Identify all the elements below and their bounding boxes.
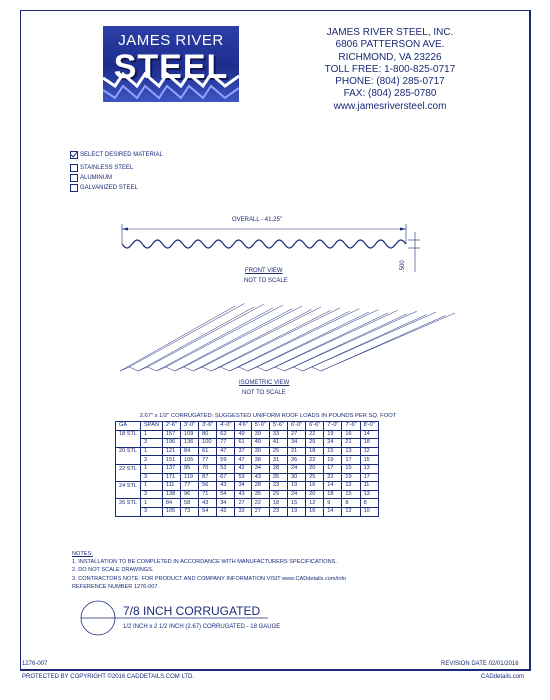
table-cell: 16 (342, 430, 360, 439)
note-item: REFERENCE NUMBER 1276-007. (72, 583, 160, 590)
table-cell: 171 (162, 473, 180, 482)
table-cell: 3 (141, 473, 163, 482)
table-cell: 15 (342, 490, 360, 499)
table-cell: 29 (269, 490, 287, 499)
table-cell: 20 STL (116, 447, 141, 456)
note-item: 3. CONTRACTORS NOTE: FOR PRODUCT AND COMPANY INFORMATION VISIT www.CADdetails.com/info (72, 575, 347, 582)
notes-block (72, 550, 346, 591)
table-cell: 43 (217, 482, 235, 491)
material-prompt-label: SELECT DESIRED MATERIAL (80, 152, 163, 158)
table-cell: 15 (324, 447, 342, 456)
table-cell: 49 (251, 439, 269, 448)
table-cell: 27 (288, 430, 306, 439)
table-cell: 22 STL (116, 464, 141, 473)
table-cell: 26 (288, 456, 306, 465)
table-cell: 15 (360, 456, 378, 465)
table-header-cell: 7'-0" (324, 422, 342, 431)
table-cell: 1 (141, 499, 163, 508)
table-cell: 38 (251, 456, 269, 465)
table-cell: 70 (199, 464, 217, 473)
table-cell: 17 (360, 473, 378, 482)
table-cell: 61 (199, 447, 217, 456)
table-cell: 34 (251, 464, 269, 473)
table-cell: 3 (141, 456, 163, 465)
table-cell: 77 (199, 456, 217, 465)
table-cell: 67 (217, 473, 235, 482)
company-address-2: RICHMOND, VA 23226 (338, 51, 442, 63)
table-cell: 19 (288, 507, 306, 516)
table-cell: 34 (217, 499, 235, 508)
table-cell: 28 (251, 482, 269, 491)
table-cell: 14 (324, 482, 342, 491)
table-header-cell: 3'-6" (199, 422, 217, 431)
table-cell: 1 (141, 430, 163, 439)
material-option-label: GALVANIZED STEEL (80, 185, 138, 191)
company-info (300, 27, 480, 113)
load-table (115, 421, 379, 517)
copyright-notice: PROTECTED BY COPYRIGHT ©2016 CADDETAILS.COM LTD. (22, 674, 195, 680)
table-cell: 49 (235, 430, 251, 439)
table-row (116, 482, 379, 491)
revision-date: REVISION DATE 02/01/2016 (441, 661, 519, 667)
table-cell: 21 (288, 447, 306, 456)
table-cell: 22 (324, 473, 342, 482)
table-cell: 24 STL (116, 482, 141, 491)
table-cell: 47 (235, 456, 251, 465)
table-cell: 53 (217, 464, 235, 473)
table-cell: 11 (360, 482, 378, 491)
table-cell: 3 (141, 439, 163, 448)
table-cell: 1 (141, 447, 163, 456)
material-option-label: STAINLESS STEEL (80, 165, 134, 171)
table-cell: 16 (306, 507, 324, 516)
company-website[interactable]: www.jamesriversteel.com (333, 100, 447, 112)
table-header-cell: 5'-6" (269, 422, 287, 431)
table-cell: 18 (306, 447, 324, 456)
table-cell: 23 (269, 482, 287, 491)
table-cell: 3 (141, 507, 163, 516)
isometric-view-scale: NOT TO SCALE (242, 390, 286, 396)
table-cell: 23 (269, 507, 287, 516)
table-row (116, 447, 379, 456)
table-cell: 22 (251, 499, 269, 508)
table-cell: 24 (288, 464, 306, 473)
table-cell: 53 (235, 473, 251, 482)
table-cell: 119 (181, 473, 199, 482)
table-cell: 29 (306, 439, 324, 448)
table-cell: 100 (199, 439, 217, 448)
caddetails-link[interactable]: CADdetails.com (481, 674, 525, 680)
table-cell: 25 (306, 473, 324, 482)
table-cell (116, 439, 141, 448)
table-row (116, 507, 379, 516)
table-cell: 151 (162, 456, 180, 465)
isometric-view-caption: ISOMETRIC VIEW (239, 380, 290, 386)
table-cell: 19 (288, 482, 306, 491)
table-row (116, 456, 379, 465)
table-header-cell: 3'-0" (181, 422, 199, 431)
logo-line-1: JAMES RIVER (118, 32, 224, 49)
table-cell: 18 (324, 490, 342, 499)
table-row (116, 490, 379, 499)
table-cell: 111 (162, 482, 180, 491)
table-cell: 19 (324, 456, 342, 465)
checkbox-icon[interactable] (70, 174, 78, 182)
material-option-aluminum[interactable] (70, 173, 163, 183)
table-cell: 13 (342, 447, 360, 456)
table-cell: 28 (269, 464, 287, 473)
table-cell: 196 (162, 439, 180, 448)
table-cell (116, 490, 141, 499)
table-cell: 17 (342, 456, 360, 465)
drawing-title: 7/8 INCH CORRUGATED (123, 604, 261, 618)
table-cell (116, 473, 141, 482)
table-cell: 42 (217, 507, 235, 516)
notes-heading: NOTES: (72, 551, 93, 557)
table-cell: 17 (324, 464, 342, 473)
table-cell: 37 (235, 447, 251, 456)
table-cell: 34 (288, 439, 306, 448)
table-cell: 30 (288, 473, 306, 482)
table-row (116, 430, 379, 439)
table-cell: 43 (251, 473, 269, 482)
checkbox-checked-icon[interactable] (70, 151, 78, 159)
table-cell: 3 (141, 490, 163, 499)
table-cell: 59 (217, 456, 235, 465)
table-cell: 87 (199, 473, 217, 482)
table-cell: 136 (181, 439, 199, 448)
logo-line-2: STEEL (113, 48, 229, 86)
table-cell: 42 (235, 464, 251, 473)
note-item: 2. DO NOT SCALE DRAWINGS. (72, 567, 154, 574)
table-cell: 14 (360, 430, 378, 439)
table-header-cell: 2'-6" (162, 422, 180, 431)
table-header-cell: 6'-0" (288, 422, 306, 431)
company-phone: PHONE: (804) 285-0717 (335, 76, 445, 88)
table-cell: 12 (342, 507, 360, 516)
table-cell: 22 (306, 456, 324, 465)
table-cell (116, 507, 141, 516)
checkbox-icon[interactable] (70, 184, 78, 192)
table-cell: 15 (288, 499, 306, 508)
table-cell: 16 (306, 482, 324, 491)
table-cell (116, 456, 141, 465)
table-cell: 24 (288, 490, 306, 499)
material-option-label: ALUMINUM (80, 175, 113, 181)
table-cell: 18 (360, 439, 378, 448)
table-cell: 21 (342, 439, 360, 448)
overall-dimension-label: OVERALL - 41.25" (232, 217, 282, 223)
company-address-1: 6806 PATTERSON AVE. (335, 39, 445, 51)
table-cell: 138 (162, 490, 180, 499)
table-cell: 24 (324, 439, 342, 448)
table-cell: 71 (199, 490, 217, 499)
table-cell: 9 (324, 499, 342, 508)
table-header-cell: GA (116, 422, 141, 431)
material-option-galvanized[interactable] (70, 183, 163, 193)
table-header-cell: 5'-0" (251, 422, 269, 431)
table-cell: 77 (217, 439, 235, 448)
checkbox-icon[interactable] (70, 164, 78, 172)
table-cell: 105 (162, 507, 180, 516)
table-cell: 18 STL (116, 430, 141, 439)
table-cell: 27 (251, 507, 269, 516)
table-cell: 19 (324, 430, 342, 439)
table-cell: 33 (269, 430, 287, 439)
logo-corrugation-graphic (103, 72, 239, 102)
table-cell: 41 (269, 439, 287, 448)
table-cell: 18 (269, 499, 287, 508)
table-cell: 61 (235, 439, 251, 448)
note-item: 1. INSTALLATION TO BE COMPLETED IN ACCORDANCE WITH MANUFACTURERS SPECIFICATIONS. (72, 559, 337, 566)
table-header-cell: 4'6" (235, 422, 251, 431)
table-row (116, 499, 379, 508)
table-cell: 77 (181, 482, 199, 491)
material-selector (70, 150, 163, 193)
table-cell: 27 (235, 499, 251, 508)
company-name: JAMES RIVER STEEL, INC. (326, 27, 454, 38)
table-header-cell: 6'-6" (306, 422, 324, 431)
company-fax: FAX: (804) 285-0780 (343, 88, 437, 100)
table-cell: 8 (342, 499, 360, 508)
table-cell: 15 (342, 464, 360, 473)
table-cell: 47 (217, 447, 235, 456)
table-cell: 8 (360, 499, 378, 508)
table-cell: 96 (181, 490, 199, 499)
table-cell: 95 (181, 464, 199, 473)
table-cell: 25 (269, 447, 287, 456)
table-cell: 20 (306, 464, 324, 473)
table-cell: 39 (251, 430, 269, 439)
table-cell: 12 (360, 447, 378, 456)
table-cell: 12 (342, 482, 360, 491)
isometric-view-drawing (115, 296, 465, 376)
table-cell: 10 (360, 507, 378, 516)
table-cell: 58 (181, 499, 199, 508)
table-cell: 33 (235, 507, 251, 516)
table-cell: 14 (324, 507, 342, 516)
table-cell: 109 (181, 430, 199, 439)
table-row (116, 464, 379, 473)
table-cell: 19 (342, 473, 360, 482)
table-cell: 1 (141, 482, 163, 491)
table-header-cell: 4'-0" (217, 422, 235, 431)
table-cell: 35 (251, 490, 269, 499)
drawing-reference-number: 1276-007 (22, 661, 48, 667)
table-cell: 43 (235, 490, 251, 499)
table-cell: 157 (162, 430, 180, 439)
table-cell: 137 (162, 464, 180, 473)
table-cell: 54 (217, 490, 235, 499)
table-cell: 34 (235, 482, 251, 491)
table-cell: 80 (199, 430, 217, 439)
table-header-row (116, 422, 379, 431)
table-cell: 84 (181, 447, 199, 456)
table-cell: 30 (251, 447, 269, 456)
table-header-cell: SPAN (141, 422, 163, 431)
material-prompt[interactable] (70, 150, 163, 160)
table-cell: 12 (306, 499, 324, 508)
table-header-cell: 8'-0" (360, 422, 378, 431)
table-cell: 31 (269, 456, 287, 465)
table-cell: 84 (162, 499, 180, 508)
table-cell: 35 (269, 473, 287, 482)
table-cell: 1 (141, 464, 163, 473)
table-cell: 105 (181, 456, 199, 465)
table-cell: 22 (306, 430, 324, 439)
front-view-caption: FRONT VIEW (245, 268, 283, 274)
company-tollfree: TOLL FREE: 1-800-825-0717 (324, 63, 456, 75)
table-row (116, 439, 379, 448)
table-cell: 13 (360, 490, 378, 499)
table-cell: 13 (360, 464, 378, 473)
table-cell: 26 STL (116, 499, 141, 508)
company-logo (103, 26, 239, 102)
table-cell: 43 (199, 499, 217, 508)
table-cell: 54 (199, 507, 217, 516)
height-dimension-label: .500 (400, 260, 406, 272)
drawing-subtitle: 1/2 INCH x 2 1/2 INCH (2.67) CORRUGATED - 18 GAUGE (123, 624, 281, 630)
table-cell: 121 (162, 447, 180, 456)
table-cell: 56 (199, 482, 217, 491)
table-row (116, 473, 379, 482)
table-cell: 20 (306, 490, 324, 499)
table-header-cell: 7'-6" (342, 422, 360, 431)
load-table-title: 2.67" x 1/2" CORRUGATED: SUGGESTED UNIFORM ROOF LOADS IN POUNDS PER SQ. FOOT (139, 413, 397, 419)
table-cell: 73 (181, 507, 199, 516)
front-view-scale: NOT TO SCALE (244, 278, 288, 284)
material-option-stainless[interactable] (70, 163, 163, 173)
table-cell: 62 (217, 430, 235, 439)
